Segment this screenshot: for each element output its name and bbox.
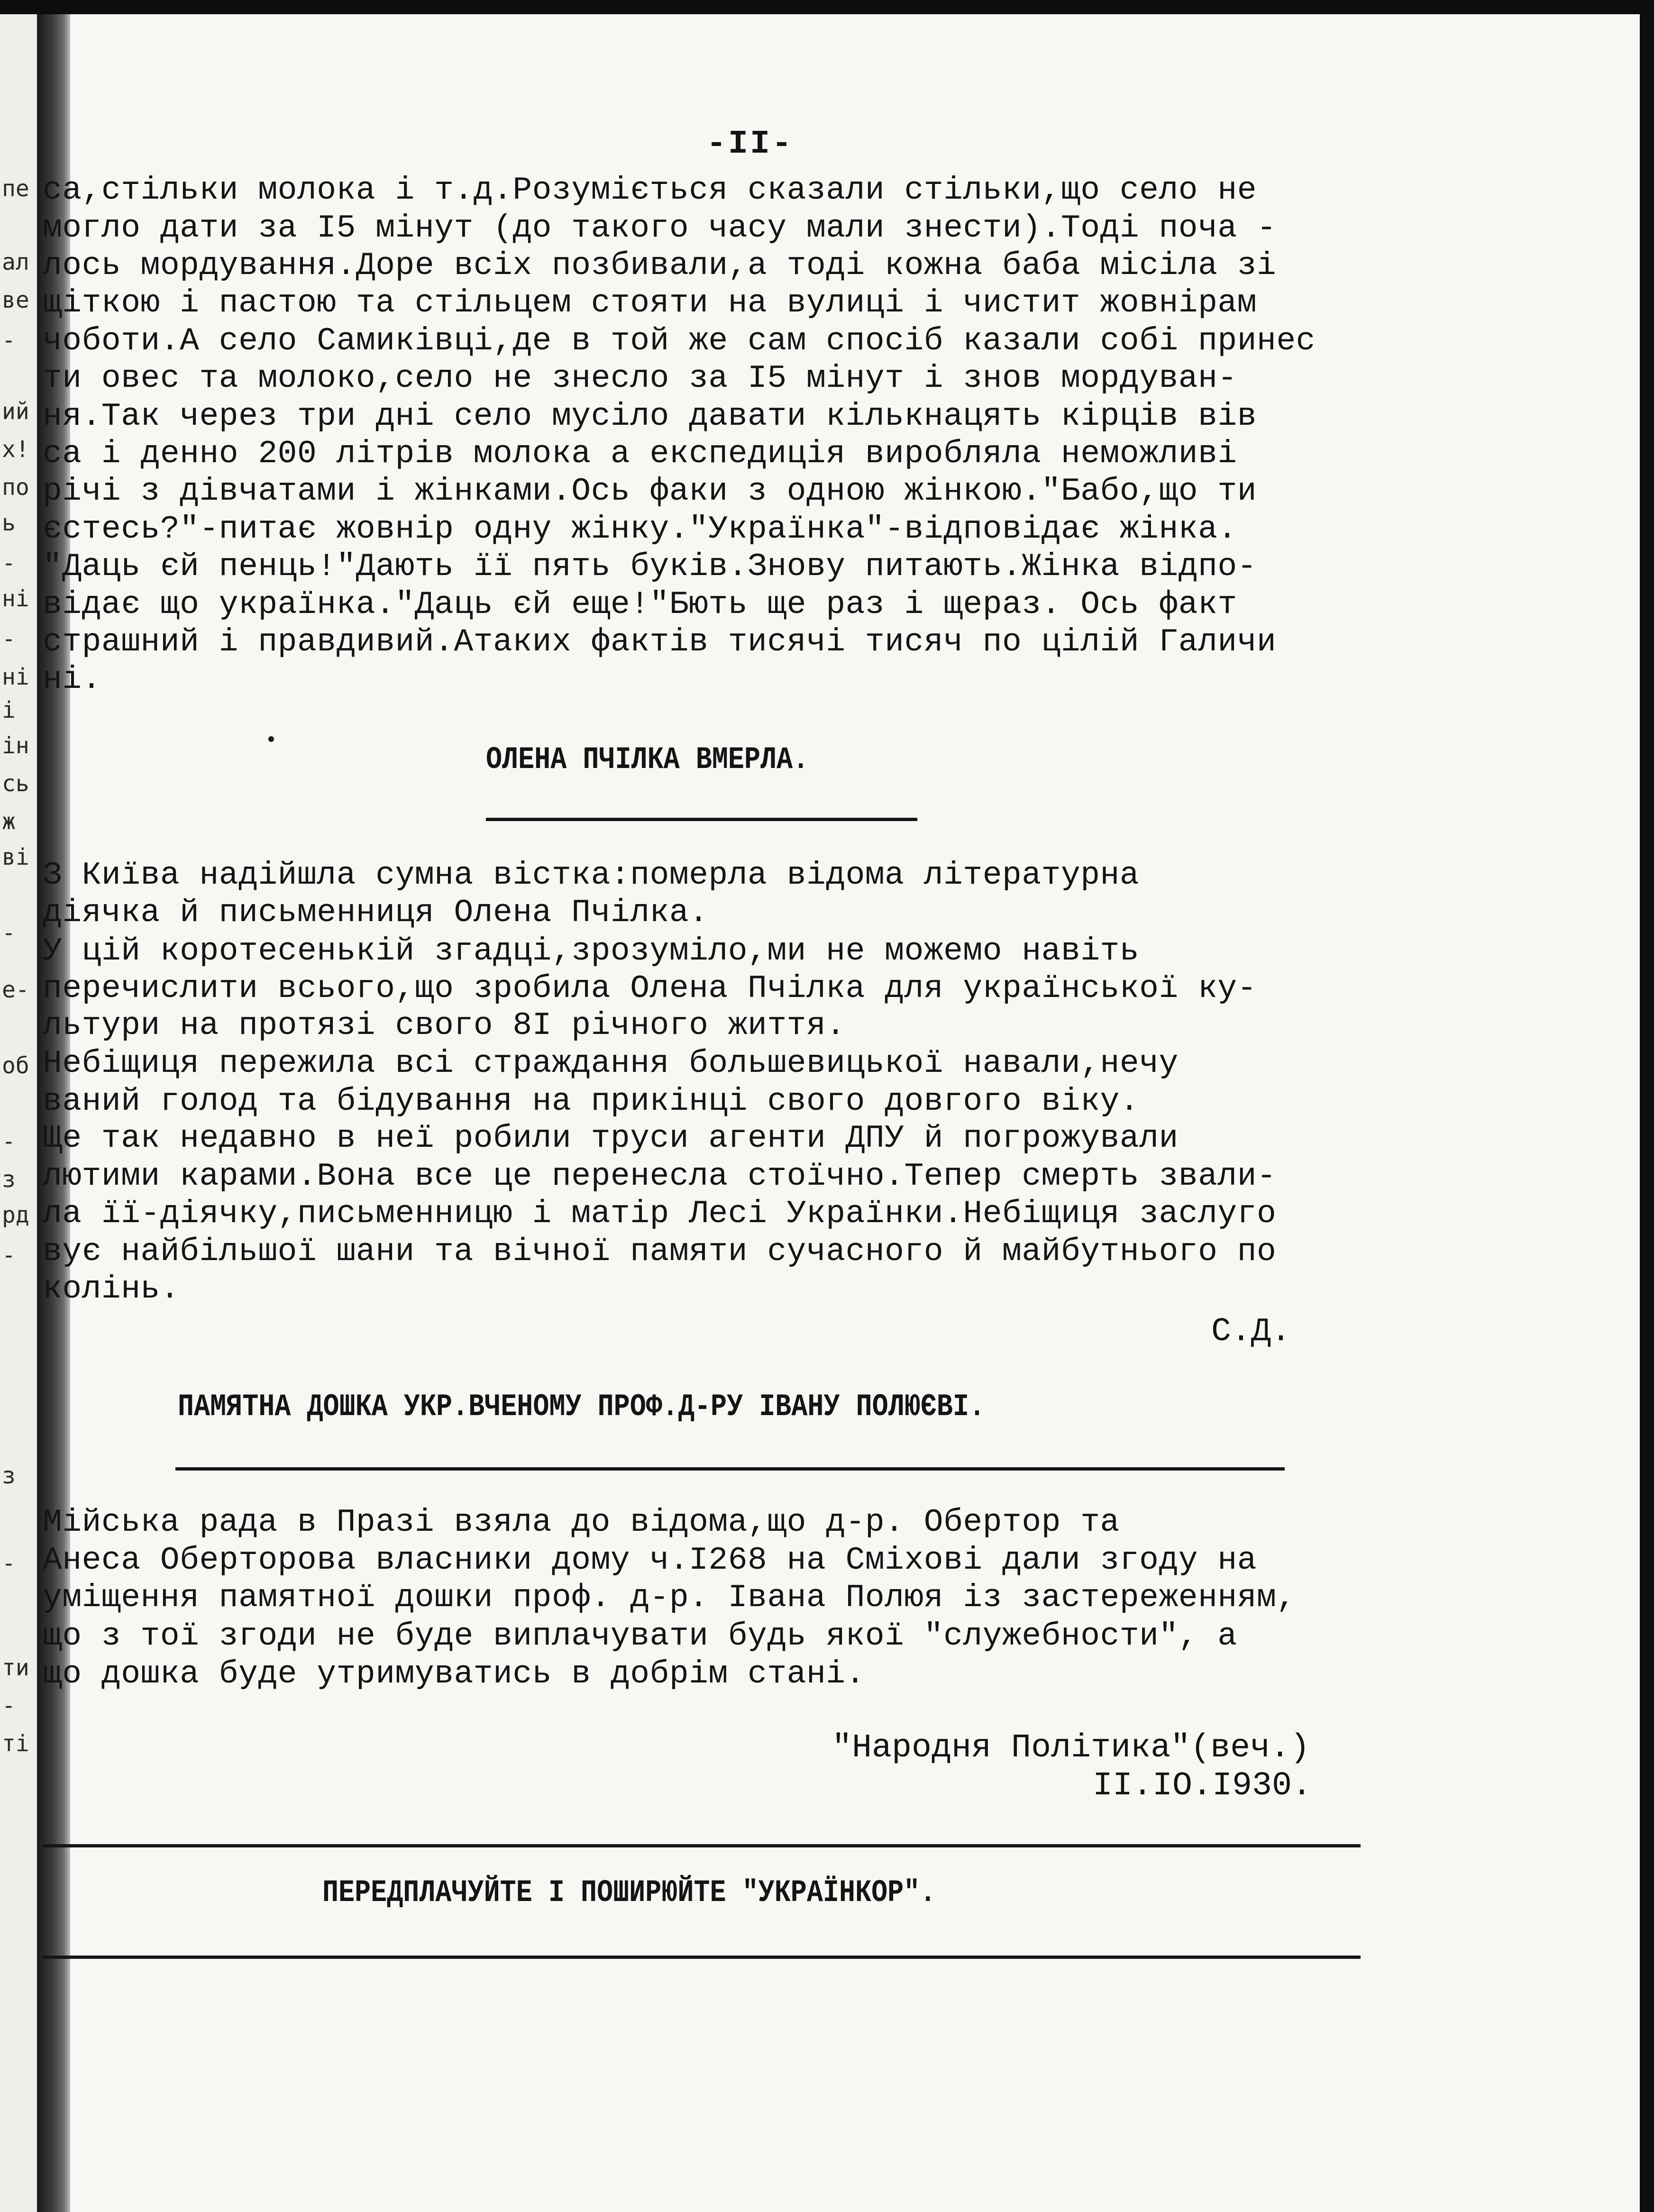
adjacent-page-fragment: -	[2, 920, 16, 946]
adjacent-page-fragment: ти	[2, 1654, 29, 1681]
text-line: річі з дівчатами і жінками.Ось факи з одною жінкою."Бабо,що ти	[43, 473, 1257, 510]
text-line: У цій коротесенькій згадці,зрозуміло,ми не можемо навіть	[43, 933, 1140, 969]
adjacent-page-fragment: -	[2, 1550, 16, 1577]
source-date: II.IO.I930.	[1093, 1767, 1312, 1805]
adjacent-page-fragment: ь	[2, 510, 16, 536]
adjacent-page-fragment: -	[2, 327, 16, 354]
text-line: З Київа надійшла сумна вістка:померла відома літературна	[43, 857, 1140, 894]
adjacent-page-fragment: сь	[2, 770, 29, 797]
adjacent-page-fragment: ні	[2, 664, 29, 690]
adjacent-page-fragment: ал	[2, 249, 29, 275]
section-title: ОЛЕНА ПЧІЛКА ВМЕРЛА.	[486, 742, 809, 777]
adjacent-page-fragment: ж	[2, 808, 16, 835]
text-line: перечислити всього,що зробила Олена Пчілка для української ку-	[43, 970, 1257, 1007]
text-line: могло дати за I5 мінут (до такого часу мали знести).Тоді поча -	[43, 210, 1277, 247]
text-line: діячка й письменниця Олена Пчілка.	[43, 895, 709, 931]
adjacent-page-fragment: е-	[2, 977, 29, 1003]
text-line: ла її-діячку,письменницю і матір Лесі Українки.Небіщиця заслуго	[43, 1196, 1277, 1232]
text-line: уміщення памятної дошки проф. д-р. Івана Полюя із застереженням,	[43, 1580, 1296, 1616]
text-line: льтури на протязі свого 8I річного життя.	[43, 1007, 846, 1044]
author-signature: С.Д.	[1211, 1313, 1291, 1351]
ink-dot	[268, 736, 274, 742]
adjacent-page-fragment: об	[2, 1052, 29, 1079]
footer-slogan: ПЕРЕДПЛАЧУЙТЕ І ПОШИРЮЙТЕ "УКРАЇНКОР".	[322, 1875, 936, 1910]
text-line: лютими карами.Вона все це перенесла стоїчно.Тепер смерть звали-	[43, 1158, 1277, 1195]
text-line: відає що українка."Даць єй еще!"Бють ще раз і щераз. Ось факт	[43, 586, 1237, 623]
adjacent-page-fragment: ні	[2, 585, 29, 612]
adjacent-page-fragment: з	[2, 1462, 16, 1489]
adjacent-page-fragment: -	[2, 1242, 16, 1269]
adjacent-page-fragment: ве	[2, 287, 29, 313]
title-underline	[486, 818, 917, 821]
text-line: чоботи.А село Самиківці,де в той же сам спосіб казали собі принес	[43, 323, 1316, 359]
text-line: ти овес та молоко,село не знесло за I5 мінут і знов мордуван-	[43, 360, 1237, 397]
adjacent-page-fragment: ий	[2, 398, 29, 425]
text-line: ня.Так через три дні село мусіло давати кількнацять кірців вів	[43, 398, 1257, 435]
adjacent-page-fragment: ін	[2, 732, 29, 759]
text-line: Мійська рада в Празі взяла до відома,що д-р. Обертор та	[43, 1504, 1120, 1541]
adjacent-page-fragment: -	[2, 626, 16, 652]
footer-rule-bottom	[43, 1956, 1361, 1959]
text-line: вує найбільшої шани та вічної памяти сучасного й майбутнього по	[43, 1234, 1277, 1270]
text-line: са,стільки молока і т.д.Розуміється сказали стільки,що село не	[43, 172, 1257, 209]
adjacent-page-fragment: -	[2, 550, 16, 576]
source-citation: "Народня Політика"(веч.)	[832, 1729, 1310, 1767]
text-line: са і денно 200 літрів молока а експедиція виробляла неможливі	[43, 436, 1237, 472]
text-line: страшний і правдивий.Атаких фактів тисячі тисяч по цілій Галичи	[43, 624, 1277, 660]
text-line: Ще так недавно в неї робили труси агенти ДПУ й погрожували	[43, 1120, 1179, 1157]
footer-rule-top	[43, 1844, 1361, 1847]
text-line: єстесь?"-питає жовнір одну жінку."Українка"-відповідає жінка.	[43, 511, 1237, 548]
text-line: що дошка буде утримуватись в добрім стані.	[43, 1656, 865, 1692]
adjacent-page-fragment: і	[2, 697, 16, 723]
text-line: ваний голод та бідування на прикінці свого довгого віку.	[43, 1083, 1140, 1120]
adjacent-page-fragment: пе	[2, 175, 29, 202]
text-line: щіткою і пастою та стільцем стояти на вулиці і чистит жовнірам	[43, 285, 1257, 321]
adjacent-page-fragment: ві	[2, 844, 29, 870]
text-line: лось мордування.Доре всіх позбивали,а тоді кожна баба місіла зі	[43, 247, 1277, 284]
adjacent-page-fragment: рд	[2, 1202, 29, 1228]
adjacent-page-fragment: -	[2, 1128, 16, 1155]
adjacent-page-fragment: -	[2, 1692, 16, 1719]
adjacent-page-fragment: по	[2, 474, 29, 501]
text-line: що з тої згоди не буде виплачувати будь якої "служебности", а	[43, 1618, 1237, 1654]
adjacent-page-fragment: з	[2, 1166, 16, 1193]
adjacent-page-fragment: ті	[2, 1730, 29, 1757]
title-underline	[175, 1467, 1285, 1471]
adjacent-page-fragment: х!	[2, 436, 29, 463]
section-title: ПАМЯТНА ДОШКА УКР.ВЧЕНОМУ ПРОФ.Д-РУ ІВАНУ ПОЛЮЄВІ.	[178, 1389, 986, 1425]
text-line: Анеса Оберторова власники дому ч.I268 на Сміхові дали згоду на	[43, 1542, 1257, 1579]
text-line: "Даць єй пенць!"Дають її пять буків.Знову питають.Жінка відпо-	[43, 548, 1257, 585]
text-line: колінь.	[43, 1271, 180, 1307]
page-number: -II-	[706, 126, 794, 163]
text-line: ні.	[43, 661, 101, 698]
text-line: Небіщиця пережила всі страждання большевицької навали,нечу	[43, 1045, 1179, 1082]
